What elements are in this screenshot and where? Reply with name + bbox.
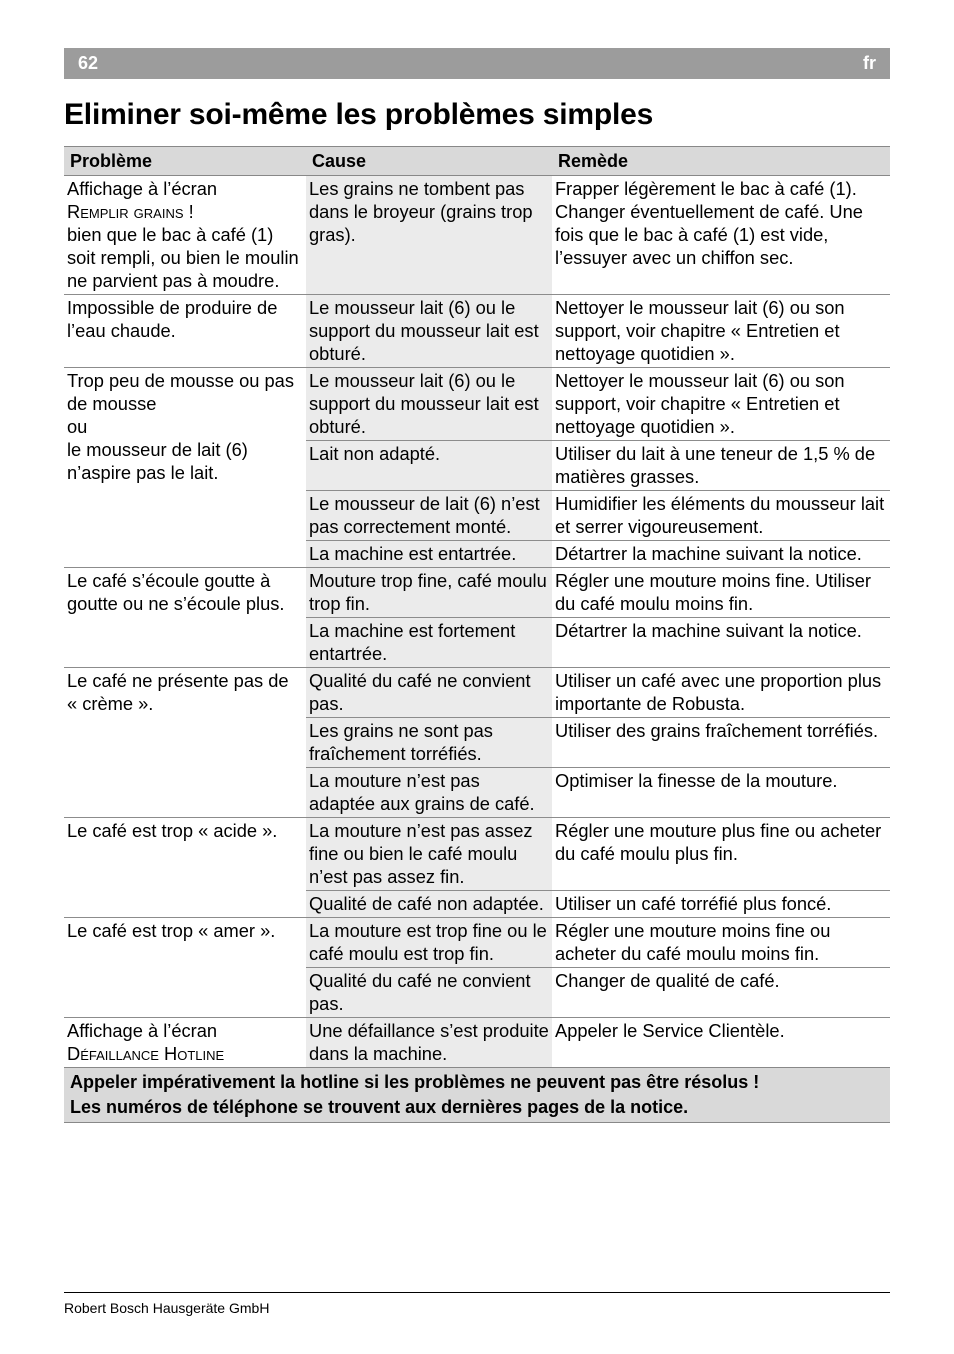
cause-cell: Les grains ne sont pas fraîchement torréfiés. [306,718,552,768]
remedy-cell: Utiliser un café avec une proportion plus importante de Robusta. [552,668,890,718]
cause-cell: Une défaillance s’est produite dans la machine. [306,1018,552,1068]
page-footer [64,1292,890,1316]
table-row [64,568,890,618]
page-title: Eliminer soi-même les problèmes simples [64,98,654,131]
table-row [64,818,890,891]
cause-cell: Lait non adapté. [306,441,552,491]
cause-cell: Mouture trop fine, café moulu trop fin. [306,568,552,618]
hotline-note-line-2: Les numéros de téléphone se trouvent aux dernières pages de la notice. [70,1097,689,1117]
table-row [64,668,890,718]
problem-cell [64,368,306,568]
problem-text: Impossible de produire de l’eau chaude. [67,297,278,341]
display-message: Remplir grains ! [67,201,194,222]
problem-text: Le café s’écoule goutte à goutte ou ne s’écoule plus. [67,570,285,614]
page-number: 62 [78,53,99,73]
remedy-cell: Frapper légèrement le bac à café (1). Changer éventuellement de café. Une fois que le bac à café (1) est vide, l’essuyer avec un chiffon sec. [552,176,890,295]
cause-cell: Le mousseur de lait (6) n’est pas correctement monté. [306,491,552,541]
cause-cell: La mouture n’est pas assez fine ou bien le café moulu n’est pas assez fin. [306,818,552,891]
cause-cell: Le mousseur lait (6) ou le support du mousseur lait est obturé. [306,368,552,441]
column-header-problem: Problème [64,147,306,176]
table-row [64,295,890,368]
table-row [64,176,890,295]
remedy-cell: Régler une mouture moins fine. Utiliser du café moulu moins fin. [552,568,890,618]
remedy-cell: Régler une mouture plus fine ou acheter du café moulu plus fin. [552,818,890,891]
table-row [64,1018,890,1068]
remedy-cell: Détartrer la machine suivant la notice. [552,541,890,568]
remedy-cell: Humidifier les éléments du mousseur lait et serrer vigoureusement. [552,491,890,541]
problem-text: Le café est trop « amer ». [67,920,276,941]
problem-text: le mousseur de lait (6) n’aspire pas le lait. [67,439,248,483]
table-row [64,918,890,968]
remedy-cell: Utiliser du lait à une teneur de 1,5 % de matières grasses. [552,441,890,491]
language-code: fr [863,53,876,73]
problem-text: Le café ne présente pas de « crème ». [67,670,289,714]
cause-cell: La machine est fortement entartrée. [306,618,552,668]
troubleshooting-table [64,146,890,1123]
problem-cell [64,818,306,918]
problem-cell [64,568,306,668]
display-message: Défaillance Hotline [67,1043,225,1064]
column-header-cause: Cause [306,147,552,176]
remedy-cell: Optimiser la finesse de la mouture. [552,768,890,818]
hotline-note [64,1068,890,1123]
problem-cell [64,1018,306,1068]
remedy-cell: Appeler le Service Clientèle. [552,1018,890,1068]
cause-cell: La mouture est trop fine ou le café moulu est trop fin. [306,918,552,968]
problem-text: Le café est trop « acide ». [67,820,278,841]
company-name: Robert Bosch Hausgeräte GmbH [64,1300,270,1316]
remedy-cell: Changer de qualité de café. [552,968,890,1018]
table-body [64,176,890,1068]
cause-cell: La mouture n’est pas adaptée aux grains de café. [306,768,552,818]
problem-text: Affichage à l’écran [67,178,218,199]
page-header-bar [64,48,890,79]
problem-text: Affichage à l’écran [67,1020,218,1041]
problem-text: Trop peu de mousse ou pas de mousse [67,370,294,414]
column-header-remedy: Remède [552,147,890,176]
table-row [64,368,890,441]
remedy-cell: Régler une mouture moins fine ou acheter du café moulu moins fin. [552,918,890,968]
remedy-cell: Utiliser des grains fraîchement torréfiés. [552,718,890,768]
cause-cell: Qualité de café non adaptée. [306,891,552,918]
cause-cell: Qualité du café ne convient pas. [306,968,552,1018]
problem-cell [64,176,306,295]
problem-cell [64,918,306,1018]
cause-cell: Qualité du café ne convient pas. [306,668,552,718]
cause-cell: La machine est entartrée. [306,541,552,568]
remedy-cell: Utiliser un café torréfié plus foncé. [552,891,890,918]
table-header [64,147,890,176]
cause-cell: Les grains ne tombent pas dans le broyeur (grains trop gras). [306,176,552,295]
problem-cell [64,668,306,818]
problem-cell [64,295,306,368]
cause-cell: Le mousseur lait (6) ou le support du mousseur lait est obturé. [306,295,552,368]
remedy-cell: Nettoyer le mousseur lait (6) ou son support, voir chapitre « Entretien et nettoyage quotidien ». [552,295,890,368]
remedy-cell: Détartrer la machine suivant la notice. [552,618,890,668]
problem-text: ou [67,416,88,437]
remedy-cell: Nettoyer le mousseur lait (6) ou son support, voir chapitre « Entretien et nettoyage quotidien ». [552,368,890,441]
problem-text: bien que le bac à café (1) soit rempli, ou bien le moulin ne parvient pas à moudre. [67,224,299,291]
hotline-note-line-1: Appeler impérativement la hotline si les problèmes ne peuvent pas être résolus ! [70,1072,760,1092]
